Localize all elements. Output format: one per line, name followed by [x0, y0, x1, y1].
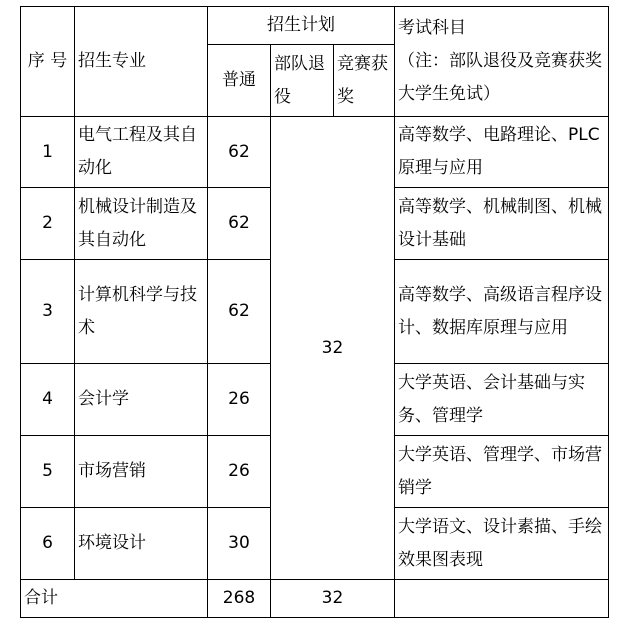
- row-subjects: 大学英语、管理学、市场营销学: [395, 436, 609, 508]
- row-seq: 1: [21, 117, 75, 188]
- row-subjects: 高等数学、机械制图、机械设计基础: [395, 188, 609, 260]
- header-plan: 招生计划: [208, 7, 395, 45]
- row-major: 市场营销: [75, 436, 208, 508]
- row-regular: 62: [208, 188, 271, 260]
- header-subjects-cell: [395, 7, 609, 117]
- header-veteran: 部队退役: [271, 45, 334, 117]
- row-regular: 30: [208, 508, 271, 580]
- row-major: 机械设计制造及其自动化: [75, 188, 208, 260]
- total-regular: 268: [208, 580, 271, 618]
- row-major: 会计学: [75, 364, 208, 436]
- row-seq: 2: [21, 188, 75, 260]
- header-seq: 序 号: [21, 7, 75, 117]
- row-regular: 26: [208, 436, 271, 508]
- row-regular: 26: [208, 364, 271, 436]
- header-major: 招生专业: [75, 7, 208, 117]
- row-major: 电气工程及其自动化: [75, 117, 208, 188]
- header-subjects: 考试科目: [398, 18, 466, 38]
- header-row-1: [21, 7, 609, 45]
- row-regular: 62: [208, 260, 271, 364]
- special-quota: 32: [271, 117, 395, 580]
- header-regular: 普通: [208, 45, 271, 117]
- total-label: 合计: [21, 580, 208, 618]
- total-row: [21, 580, 609, 618]
- row-seq: 4: [21, 364, 75, 436]
- row-major: 计算机科学与技术: [75, 260, 208, 364]
- row-major: 环境设计: [75, 508, 208, 580]
- row-subjects: 大学语文、设计素描、手绘效果图表现: [395, 508, 609, 580]
- admission-plan-table: [20, 6, 609, 618]
- total-special: 32: [271, 580, 395, 618]
- table-row: [21, 117, 609, 188]
- row-subjects: 大学英语、会计基础与实务、管理学: [395, 364, 609, 436]
- row-subjects: 高等数学、电路理论、PLC原理与应用: [395, 117, 609, 188]
- row-seq: 5: [21, 436, 75, 508]
- row-seq: 6: [21, 508, 75, 580]
- header-subjects-note: （注：部队退役及竞赛获奖大学生免试）: [398, 51, 602, 104]
- row-seq: 3: [21, 260, 75, 364]
- header-contest: 竞赛获奖: [334, 45, 395, 117]
- row-regular: 62: [208, 117, 271, 188]
- total-subjects-empty: [395, 580, 609, 618]
- row-subjects: 高等数学、高级语言程序设计、数据库原理与应用: [395, 260, 609, 364]
